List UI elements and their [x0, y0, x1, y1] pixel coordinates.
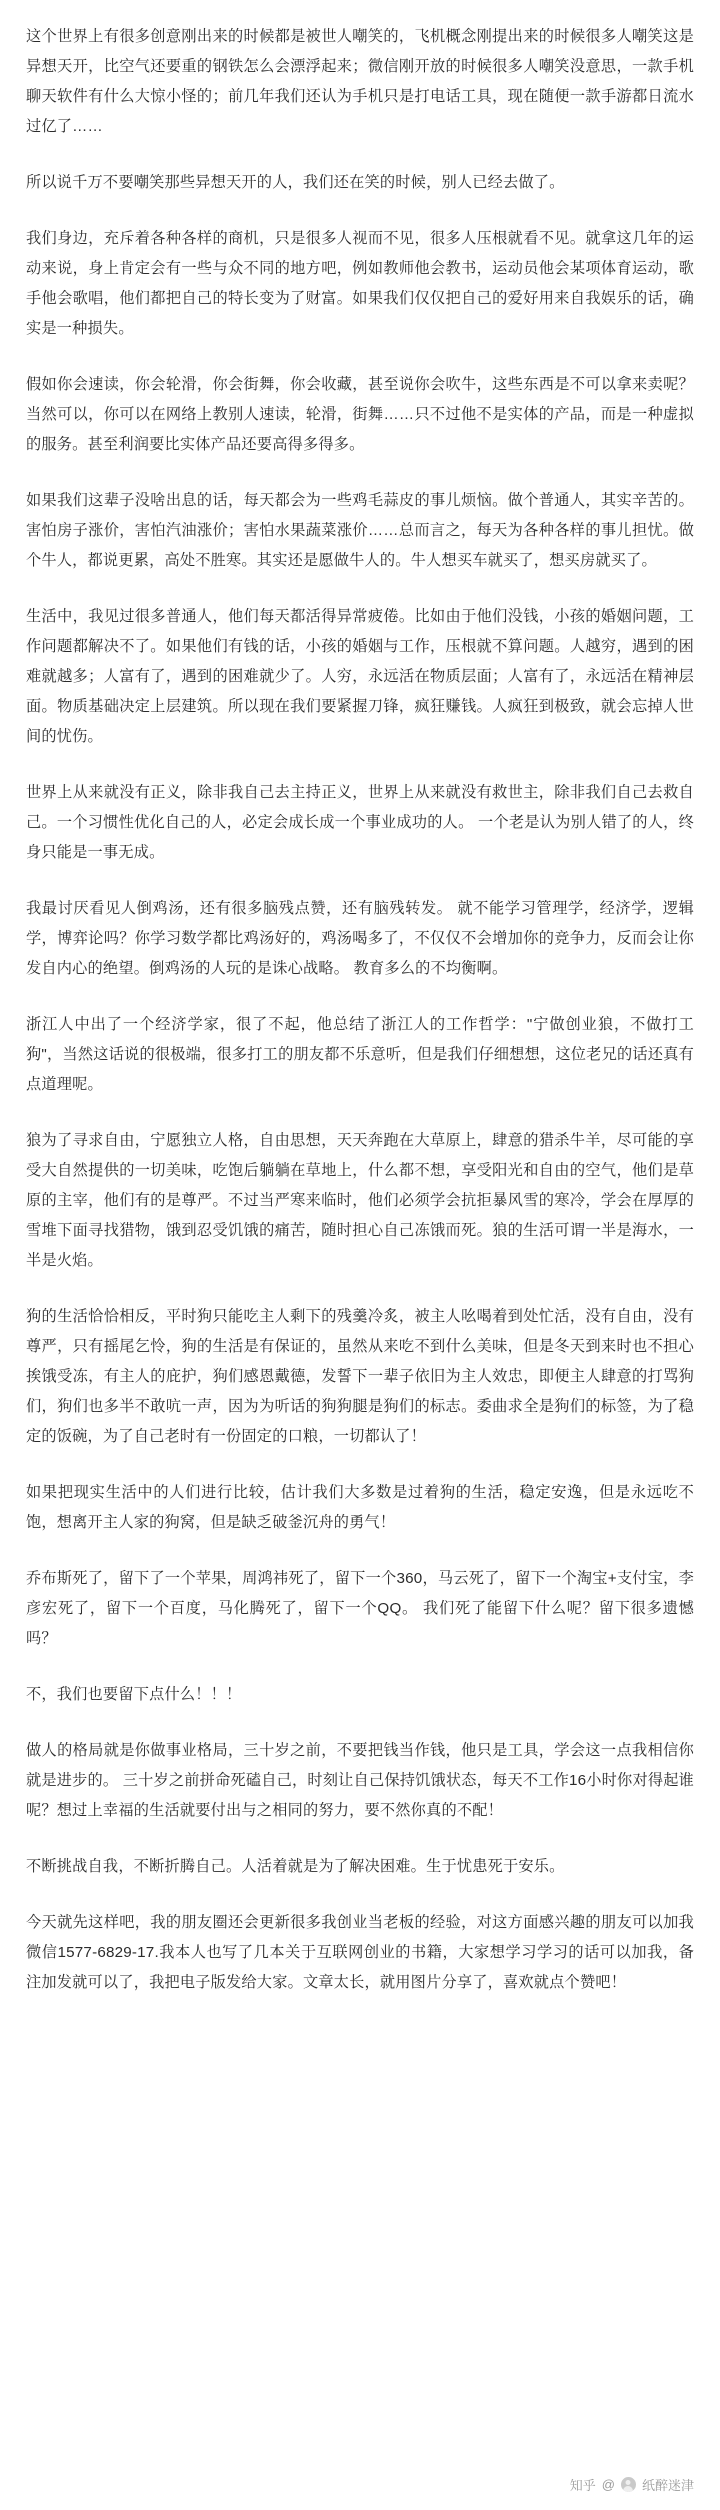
watermark	[570, 2475, 694, 2494]
paragraph: 所以说千万不要嘲笑那些异想天开的人，我们还在笑的时候，别人已经去做了。	[26, 174, 565, 191]
paragraph: 不断挑战自我，不断折腾自己。人活着就是为了解决困难。生于忧患死于安乐。	[26, 1858, 565, 1875]
paragraph: 我最讨厌看见人倒鸡汤，还有很多脑残点赞，还有脑残转发。 就不能学习管理学，经济学，逻辑学，博弈论吗？你学习数学都比鸡汤好的，鸡汤喝多了，不仅仅不会增加你的竞争力，反而会让你发自内心的绝望。倒鸡汤的人玩的是诛心战略。 教育多么的不均衡啊。	[26, 900, 694, 977]
at-symbol: @	[601, 2477, 615, 2492]
paragraph: 假如你会速读，你会轮滑，你会街舞，你会收藏，甚至说你会吹牛，这些东西是不可以拿来卖呢？当然可以，你可以在网络上教别人速读，轮滑，街舞……只不过他不是实体的产品，而是一种虚拟的服务。甚至利润要比实体产品还要高得多得多。	[26, 376, 694, 453]
paragraph: 狼为了寻求自由，宁愿独立人格，自由思想，天天奔跑在大草原上，肆意的猎杀牛羊，尽可能的享受大自然提供的一切美味，吃饱后躺躺在草地上，什么都不想，享受阳光和自由的空气，他们是草原的主宰，他们有的是尊严。不过当严寒来临时，他们必须学会抗拒暴风雪的寒冷，学会在厚厚的雪堆下面寻找猎物，饿到忍受饥饿的痛苦，随时担心自己冻饿而死。狼的生活可谓一半是海水，一半是火焰。	[26, 1132, 694, 1269]
author-name: 纸醉迷津	[641, 2478, 694, 2493]
paragraph: 世界上从来就没有正义，除非我自己去主持正义，世界上从来就没有救世主，除非我们自己去救自己。一个习惯性优化自己的人，必定会成长成一个事业成功的人。 一个老是认为别人错了的人，终身只能是一事无成。	[26, 784, 694, 861]
paragraph: 狗的生活恰恰相反，平时狗只能吃主人剩下的残羹冷炙，被主人吆喝着到处忙活，没有自由，没有尊严，只有摇尾乞怜，狗的生活是有保证的，虽然从来吃不到什么美味，但是冬天到来时也不担心挨饿受冻，有主人的庇护，狗们感恩戴德，发誓下一辈子依旧为主人效忠，即便主人肆意的打骂狗们，狗们也多半不敢吭一声，因为为听话的狗狗腿是狗们的标志。委曲求全是狗们的标签，为了稳定的饭碗，为了自己老时有一份固定的口粮，一切都认了！	[26, 1308, 694, 1445]
paragraph: 我们身边，充斥着各种各样的商机，只是很多人视而不见，很多人压根就看不见。就拿这几年的运动来说，身上肯定会有一些与众不同的地方吧，例如教师他会教书，运动员他会某项体育运动，歌手他会歌唱，他们都把自己的特长变为了财富。如果我们仅仅把自己的爱好用来自我娱乐的话，确实是一种损失。	[26, 230, 694, 337]
paragraph: 生活中，我见过很多普通人，他们每天都活得异常疲倦。比如由于他们没钱，小孩的婚姻问题，工作问题都解决不了。如果他们有钱的话，小孩的婚姻与工作，压根就不算问题。人越穷，遇到的困难就越多；人富有了，遇到的困难就少了。人穷，永远活在物质层面；人富有了，永远活在精神层面。物质基础决定上层建筑。所以现在我们要紧握刀锋，疯狂赚钱。人疯狂到极致，就会忘掉人世间的忧伤。	[26, 608, 694, 745]
paragraph: 如果我们这辈子没啥出息的话，每天都会为一些鸡毛蒜皮的事儿烦恼。做个普通人，其实辛苦的。害怕房子涨价，害怕汽油涨价；害怕水果蔬菜涨价……总而言之，每天为各种各样的事儿担忧。做个牛人，都说更累，高处不胜寒。其实还是愿做牛人的。牛人想买车就买了，想买房就买了。	[26, 492, 694, 569]
paragraph: 乔布斯死了，留下了一个苹果，周鸿祎死了，留下一个360，马云死了，留下一个淘宝+支付宝，李彦宏死了，留下一个百度，马化腾死了，留下一个QQ。 我们死了能留下什么呢？留下很多遗憾吗？	[26, 1570, 694, 1647]
paragraph: 浙江人中出了一个经济学家，很了不起，他总结了浙江人的工作哲学："宁做创业狼，不做打工狗"，当然这话说的很极端，很多打工的朋友都不乐意听，但是我们仔细想想，这位老兄的话还真有点道理呢。	[26, 1016, 694, 1093]
paragraph: 如果把现实生活中的人们进行比较，估计我们大多数是过着狗的生活，稳定安逸，但是永远吃不饱，想离开主人家的狗窝，但是缺乏破釜沉舟的勇气！	[26, 1484, 694, 1531]
paragraph: 这个世界上有很多创意刚出来的时候都是被世人嘲笑的，飞机概念刚提出来的时候很多人嘲笑这是异想天开，比空气还要重的钢铁怎么会漂浮起来；微信刚开放的时候很多人嘲笑没意思，一款手机聊天软件有什么大惊小怪的；前几年我们还认为手机只是打电话工具，现在随便一款手游都日流水过亿了……	[26, 28, 694, 135]
paragraph: 做人的格局就是你做事业格局，三十岁之前，不要把钱当作钱，他只是工具，学会这一点我相信你就是进步的。 三十岁之前拼命死磕自己，时刻让自己保持饥饿状态，每天不工作16小时你对得起谁呢？想过上幸福的生活就要付出与之相同的努力，要不然你真的不配！	[26, 1742, 694, 1819]
avatar	[621, 2477, 636, 2492]
paragraph: 不，我们也要留下点什么！！！	[26, 1686, 242, 1703]
paragraph: 今天就先这样吧，我的朋友圈还会更新很多我创业当老板的经验，对这方面感兴趣的朋友可以加我微信1577-6829-17.我本人也写了几本关于互联网创业的书籍，大家想学习学习的话可以加我，备注加发就可以了，我把电子版发给大家。文章太长，就用图片分享了，喜欢就点个赞吧！	[26, 1914, 694, 1991]
article-body	[26, 22, 694, 1998]
zhihu-logo-text: 知乎	[569, 2478, 596, 2493]
